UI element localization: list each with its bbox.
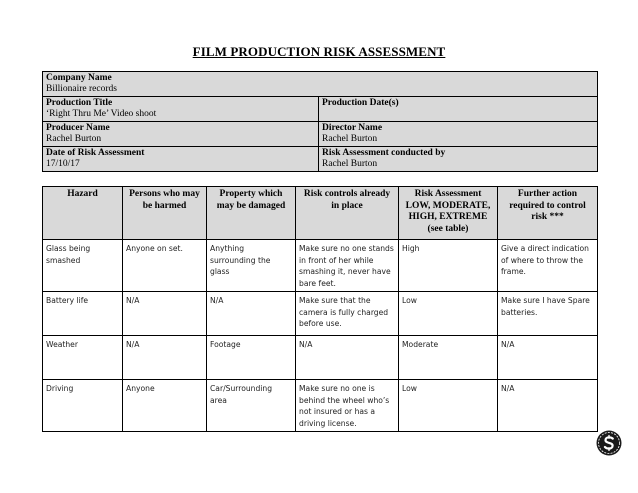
producer-cell	[43, 122, 319, 147]
company-value: Billionaire records	[46, 84, 117, 94]
table-cell: Make sure I have Spare batteries.	[498, 292, 598, 336]
table-cell: Footage	[207, 336, 296, 380]
header-property: Property which may be damaged	[207, 187, 296, 240]
table-cell: N/A	[296, 336, 399, 380]
table-cell: Weather	[43, 336, 123, 380]
table-cell: Low	[399, 380, 498, 432]
director-label: Director Name	[322, 123, 383, 133]
production-dates-label: Production Date(s)	[322, 98, 399, 108]
table-cell: Anything surrounding the glass	[207, 240, 296, 292]
table-cell: High	[399, 240, 498, 292]
table-cell: Anyone on set.	[123, 240, 207, 292]
production-title-cell	[43, 97, 319, 122]
header-hazard: Hazard	[43, 187, 123, 240]
table-cell: Moderate	[399, 336, 498, 380]
table-cell: Give a direct indication of where to throw the frame.	[498, 240, 598, 292]
conducted-label: Risk Assessment conducted by	[322, 148, 446, 158]
table-row	[43, 240, 598, 292]
table-cell: Make sure no one is behind the wheel who’s not insured or has a driving license.	[296, 380, 399, 432]
date-value: 17/10/17	[46, 159, 80, 169]
table-cell: Car/Surrounding area	[207, 380, 296, 432]
hazard-table-header	[43, 187, 598, 240]
date-label: Date of Risk Assessment	[46, 148, 145, 158]
company-label: Company Name	[46, 73, 112, 83]
table-cell: N/A	[498, 336, 598, 380]
table-cell: Low	[399, 292, 498, 336]
table-cell: N/A	[123, 292, 207, 336]
production-title-label: Production Title	[46, 98, 113, 108]
header-further-action: Further action required to control risk ***	[498, 187, 598, 240]
date-cell	[43, 147, 319, 172]
director-cell	[319, 122, 598, 147]
info-row-company	[43, 72, 598, 97]
header-persons: Persons who may be harmed	[123, 187, 207, 240]
slideshare-s-icon	[596, 430, 622, 456]
header-assessment: Risk Assessment LOW, MODERATE, HIGH, EXTREME (see table)	[399, 187, 498, 240]
table-cell: N/A	[207, 292, 296, 336]
table-row	[43, 292, 598, 336]
info-row-production	[43, 97, 598, 122]
table-cell: Anyone	[123, 380, 207, 432]
table-cell: Make sure that the camera is fully charged before use.	[296, 292, 399, 336]
table-cell: Battery life	[43, 292, 123, 336]
company-cell	[43, 72, 598, 97]
info-row-producer	[43, 122, 598, 147]
slideshare-logo-icon[interactable]	[596, 430, 622, 456]
conducted-cell	[319, 147, 598, 172]
production-info-table	[42, 71, 598, 172]
table-cell: N/A	[498, 380, 598, 432]
table-cell: Make sure no one stands in front of her while smashing it, never have bare feet.	[296, 240, 399, 292]
info-row-date	[43, 147, 598, 172]
director-value: Rachel Burton	[322, 134, 378, 144]
production-dates-cell	[319, 97, 598, 122]
conducted-value: Rachel Burton	[322, 159, 378, 169]
producer-label: Producer Name	[46, 123, 110, 133]
table-cell: Driving	[43, 380, 123, 432]
header-controls: Risk controls already in place	[296, 187, 399, 240]
table-row	[43, 380, 598, 432]
producer-value: Rachel Burton	[46, 134, 102, 144]
hazard-table	[42, 186, 598, 432]
production-title-value: ‘Right Thru Me’ Video shoot	[46, 109, 157, 119]
table-cell: N/A	[123, 336, 207, 380]
table-row	[43, 336, 598, 380]
page-title: FILM PRODUCTION RISK ASSESSMENT	[192, 44, 446, 59]
table-cell: Glass being smashed	[43, 240, 123, 292]
